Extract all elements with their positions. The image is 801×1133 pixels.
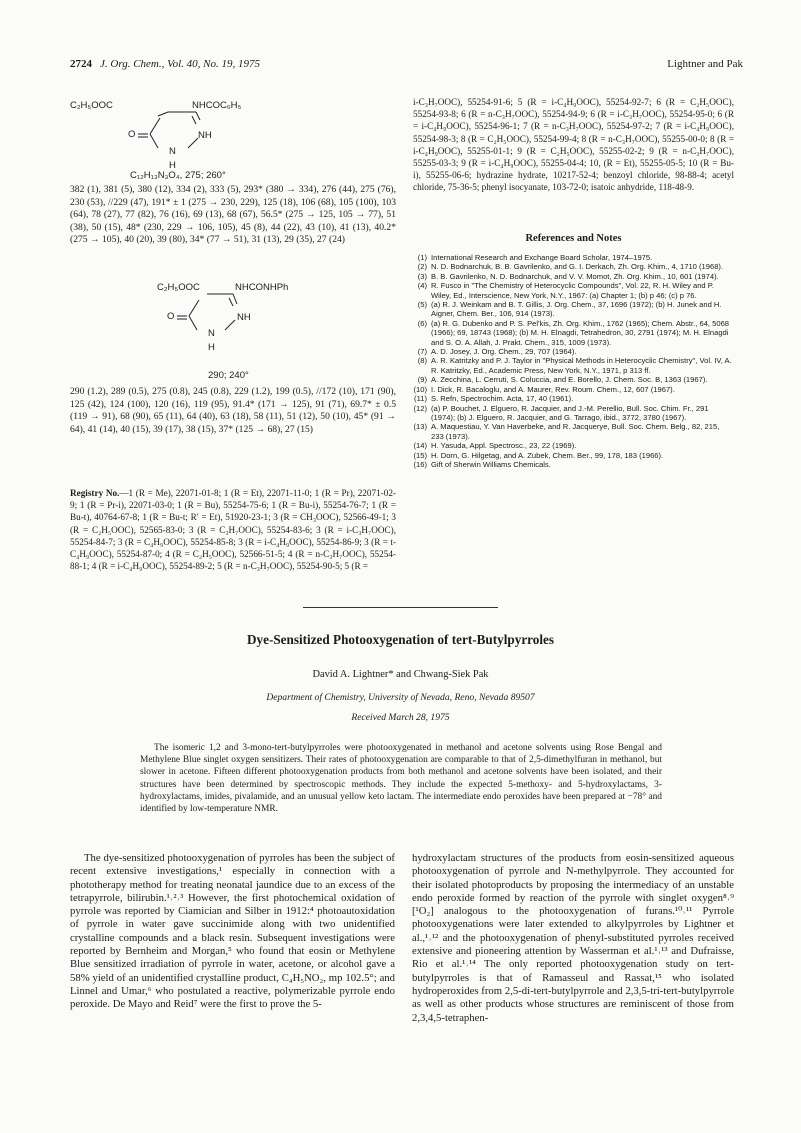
chemical-structure-2 bbox=[157, 280, 357, 364]
article-title: Dye-Sensitized Photooxygenation of tert-Butylpyrroles bbox=[246, 632, 555, 647]
reference-text: International Research and Exchange Board Scholar, 1974–1975. bbox=[431, 253, 653, 262]
reference-text: H. Yasuda, Appl. Spectrosc., 23, 22 (1969). bbox=[431, 441, 577, 451]
reference-number: (16) bbox=[413, 459, 427, 469]
article-affiliation: Department of Chemistry, University of Nevada, Reno, Nevada 89507 bbox=[266, 692, 535, 703]
reference-number: (6) bbox=[417, 318, 427, 328]
reference-number: (11) bbox=[414, 394, 427, 404]
structure-2-formula: 290; 240° bbox=[208, 370, 249, 381]
ester-group-label: C₂H₅OOC bbox=[70, 100, 113, 111]
reference-number: (4) bbox=[417, 281, 427, 291]
reference-number: (14) bbox=[413, 441, 427, 451]
reference-text: Gift of Sherwin Williams Chemicals. bbox=[431, 459, 551, 469]
section-divider bbox=[303, 607, 498, 608]
running-head-authors: Lightner and Pak bbox=[667, 58, 743, 70]
reference-text: I. Dick, R. Bacaloglu, and A. Maurer, Rev. Roum. Chem., 12, 607 (1967). bbox=[431, 384, 675, 394]
reference-number: (5) bbox=[417, 300, 427, 310]
page-number: 2724 bbox=[70, 58, 92, 70]
oxo-label: O bbox=[128, 129, 136, 140]
ring-nh-label: NH bbox=[237, 312, 251, 323]
reference-item bbox=[413, 385, 734, 394]
oxo-label: O bbox=[167, 311, 175, 322]
reference-item bbox=[413, 262, 734, 271]
ring-nh-label: NH bbox=[198, 130, 212, 141]
reference-item bbox=[413, 356, 734, 375]
reference-item bbox=[413, 422, 734, 441]
ring-n-label: N bbox=[208, 328, 215, 339]
registry-numbers bbox=[70, 487, 396, 572]
amide-group-label: NHCOC₆H₅ bbox=[192, 100, 242, 111]
ring-h-label: H bbox=[169, 160, 176, 171]
reference-item bbox=[413, 451, 734, 460]
reference-item bbox=[413, 347, 734, 356]
registry-text: —1 (R = Me), 22071-01-8; 1 (R = Et), 22071-11-0; 1 (R = Pr), 22071-02-9; 1 (R = Pr-i), 22071-03-0; 1 (R = Bu), 55254-75-6; 1 (R = Bu-i), 55254-76-7; 1 (R = Bu-t), 40764-67-8; 1 (R = Bu-t; R′ = Et), 51920-23-1; 3 (R = CH₃OOC), 52566-49-1; 3 (R = C₂H₅OOC), 52565-83-0; 3 (R = C₃H₇OOC), 55254-83-6; 3 (R = i-C₃H₇OOC), 55254-84-7; 3 (R = C₄H₉OOC), 55254-85-8; 3 (R = i-C₄H₉OOC), 55254-86-9; 3 (R = t-C₄H₉OOC), 55254-87-0; 4 (R = C₂H₅OOC), 52566-51-5; 4 (R = n-C₃H₇OOC), 55254-88-1; 4 (R = i-C₄H₉OOC), 55254-89-2; 5 (R = n-C₃H₇OOC), 55254-90-5; 5 (R = bbox=[70, 488, 396, 572]
journal-citation: J. Org. Chem., Vol. 40, No. 19, 1975 bbox=[100, 58, 261, 70]
body-text-left-column: The dye-sensitized photooxygenation of pyrroles has been the subject of recent extensive investigations,¹ especially in connection with a phototherapy method for treating neonatal jaundice due to an excess of the tetrapyrrole, bilirubin.¹˒²˒³ However, the first photochemical oxidation of pyrrole was reported by Ciamician and Silber in 1912:⁴ photoautoxidation of pyrrole in water gave succinimide along with two unidentified crystalline compounds and a black resin. Subsequent investigations were reported by Bernheim and Morgan,⁵ who found that eosin or Methylene Blue sensitized irradiation of pyrrole in water, acetone, or alcohol gave a 58% yield of an unidentified crystalline product, C₄H₅NO₂, mp 102.5°; and Linnel and Umar,⁶ who postulated a reactive, polymerizable pyrrole endo peroxide. De Mayo and Reid⁷ were the first to prove the 5- bbox=[70, 852, 395, 1011]
reference-number: (8) bbox=[417, 356, 427, 366]
reference-number: (9) bbox=[417, 375, 427, 385]
reference-number: (2) bbox=[417, 262, 427, 272]
urea-group-label: NHCONHPh bbox=[235, 282, 289, 293]
reference-item bbox=[413, 460, 734, 469]
reference-item bbox=[413, 375, 734, 384]
reference-number: (12) bbox=[413, 403, 427, 413]
ring-h-label: H bbox=[208, 342, 215, 353]
reference-text: S. Refn, Spectrochim. Acta, 17, 40 (1961). bbox=[431, 394, 574, 404]
reference-text: (a) R. J. Weinkam and B. T. Gillis, J. Org. Chem., 37, 1696 (1972); (b) H. Junek and H. Aigner, Chem. Ber., 106, 914 (1973). bbox=[431, 300, 722, 319]
reference-text: H. Dorn, G. Hilgetag, and A. Zubek, Chem. Ber., 99, 178, 183 (1966). bbox=[431, 450, 664, 460]
article-abstract: The isomeric 1,2 and 3-mono-tert-butylpyrroles were photooxygenated in methanol and acetone solvents using Rose Bengal and Methylene Blue singlet oxygen sensitizers. Their rates of photooxygenation are comparable to that of 2,5-dimethylfuran in methanol, but slower in acetone. Fifteen different photooxygenation products from both methanol and acetone solvents have been isolated, and their structures have been determined by spectroscopic methods. They include the expected 5-methoxy- and 5-hydroxylactams, 3-hydroxylactams, imides, pivalamide, and an unusual yellow keto lactam. The intermediate endo peroxides have been prepared at −78° and identified by low-temperature NMR. bbox=[140, 743, 662, 815]
article-authors: David A. Lightner* and Chwang-Siek Pak bbox=[312, 669, 489, 680]
reference-text: A. Maquestiau, Y. Van Haverbeke, and R. Jacquerye, Bull. Soc. Chem. Belg., 82, 215, 233 (1973). bbox=[431, 422, 720, 441]
mass-spectrum-data-1: 382 (1), 381 (5), 380 (12), 334 (2), 333 (5), 293* (380 → 334), 276 (44), 275 (76), 230 (53), //229 (47), 191* ± 1 (275 → 230, 229), 125 (18), 106 (68), 105 (100), 103 (64), 78 (27), 77 (82), 76 (16), 69 (13), 68 (67), 56.5* (275 → 125, 105 → 77), 51 (38), 50 (15), 48* (230, 229 → 106, 105), 45 (8), 44 (22), 43 (10), 41 (13), 40.2* (275 → 105), 40 (20), 39 (80), 34* (77 → 51), 31 (13), 29 (35), 27 (24) bbox=[70, 184, 396, 246]
registry-label: Registry No. bbox=[70, 488, 120, 498]
reference-text: (a) R. G. Dubenko and P. S. Pel'kis, Zh. Org. Khim., 1762 (1965); Chem. Abstr., 64, 5068 (1966); 69, 18743 (1968); (b) M. H. Elnagdi, Tetrahedron, 30, 2791 (1974); M. H. Elnagdi and S. O. A. Allah, J. Prakt. Chem., 315, 1009 (1973). bbox=[431, 318, 730, 347]
reference-item bbox=[413, 404, 734, 423]
reference-item bbox=[413, 394, 734, 403]
reference-item bbox=[413, 253, 734, 262]
reference-number: (3) bbox=[417, 271, 427, 281]
received-date: Received March 28, 1975 bbox=[351, 712, 450, 723]
references-list bbox=[413, 253, 734, 469]
reference-item bbox=[413, 441, 734, 450]
registry-numbers-continued: i-C₃H₇OOC), 55254-91-6; 5 (R = i-C₄H₉OOC), 55254-92-7; 6 (R = C₂H₅OOC), 55254-93-8; 6 (R = n-C₃H₇OOC), 55254-94-9; 6 (R = i-C₃H₇OOC), 55254-95-0; 6 (R = i-C₄H₉OOC), 55254-96-1; 7 (R = n-C₃H₇OOC), 55254-97-2; 7 (R = i-C₄H₉OOC), 55254-98-3; 8 (R = C₂H₅OOC), 55254-99-4; 8 (R = n-C₃H₇OOC), 55255-00-0; 8 (R = i-C₄H₉OOC), 55255-01-1; 9 (R = C₂H₅OOC), 55255-02-2; 9 (R = n-C₃H₇OOC), 55255-03-3; 9 (R = i-C₄H₉OOC), 55255-04-4; 10, (R = Et), 55255-05-5; 10 (R = Bu-i), 55255-06-6; hydrazine hydrate, 10217-52-4; benzoyl chloride, 98-88-4; acetyl chloride, 75-36-5; phenyl isocyanate, 103-72-0; isatoic anhydride, 118-48-9. bbox=[413, 97, 734, 193]
reference-number: (1) bbox=[417, 253, 427, 262]
reference-text: A. Zecchina, L. Cerruti, S. Coluccia, and E. Borello, J. Chem. Soc. B, 1363 (1967). bbox=[431, 375, 708, 385]
reference-item bbox=[413, 319, 734, 347]
reference-item bbox=[413, 300, 734, 319]
mass-spectrum-data-2: 290 (1.2), 289 (0.5), 275 (0.8), 245 (0.8), 229 (1.2), 199 (0.5), //172 (10), 171 (90), 125 (42), 124 (100), 120 (16), 119 (95), 91.4* (171 → 125), 91 (71), 69.7* ± 0.5 (119 → 91), 68 (90), 65 (11), 64 (40), 63 (18), 58 (11), 51 (12), 50 (10), 45* (91 → 64), 41 (14), 40 (15), 39 (17), 38 (15), 37* (125 → 68), 27 (15) bbox=[70, 386, 396, 435]
page-header-left bbox=[70, 58, 260, 70]
reference-number: (15) bbox=[413, 450, 427, 460]
structure-1-formula: C₁₂H₁₃N₃O₄, 275; 260° bbox=[130, 170, 226, 181]
reference-text: (a) P. Bouchet, J. Elguero, R. Jacquier, and J.-M. Perellio, Bull. Soc. Chim. Fr., 291 (1974); (b) J. Elguero, R. Jacquier, and G. Tarrago, ibid., 3772, 3780 (1967). bbox=[431, 403, 709, 422]
chemical-structure-1 bbox=[70, 96, 310, 176]
ring-n-label: N bbox=[169, 146, 176, 157]
reference-item bbox=[413, 281, 734, 300]
reference-number: (10) bbox=[413, 384, 427, 394]
reference-text: B. B. Gavrilenko, N. D. Bodnarchuk, and V. V. Momot, Zh. Org. Khim., 10, 601 (1974). bbox=[431, 271, 719, 281]
reference-number: (7) bbox=[417, 347, 427, 357]
reference-text: N. D. Bodnarchuk, B. B. Gavrilenko, and G. I. Derkach, Zh. Org. Khim., 4, 1710 (1968). bbox=[431, 262, 724, 272]
reference-text: R. Fusco in "The Chemistry of Heterocyclic Compounds", Vol. 22, R. H. Wiley and P. Wiley, Ed., Interscience, New York, N.Y., 1967: (a) Chapter 1; (b) p 46; (c) p 76. bbox=[431, 281, 714, 300]
body-text-right-column: hydroxylactam structures of the products from eosin-sensitized aqueous photooxygenation of pyrrole and N-methylpyrrole. They accounted for their isolated photoproducts by proposing the intermediacy of an unstable endo peroxide formed by reaction of the pyrrole with singlet oxygen⁸˒⁹ [¹O₂] analogous to the photooxygenation of furans.¹⁰˒¹¹ Pyrrole photooxygenations were later extended to alkylpyrroles by Lightner et al.,¹˒¹² and the photooxygenation of phenyl-substituted pyrroles received extensive and pioneering attention by Wasserman et al.¹˒¹³ and Dufraisse, Rio et al.¹˒¹⁴ The only reported photooxygenation study on tert-butylpyrroles is that of Ramasseul and Rassat,¹⁵ who isolated hydroperoxides from 2,5-di-tert-butylpyrrole and 2,3,5-tri-tert-butylpyrrole as well as other products whose structures are reminiscent of those from 2,3,4,5-tetraphen- bbox=[412, 852, 734, 1024]
references-heading: References and Notes bbox=[525, 233, 622, 244]
reference-number: (13) bbox=[413, 422, 427, 432]
reference-text: A. D. Josey, J. Org. Chem., 29, 707 (1964). bbox=[431, 347, 577, 357]
reference-item bbox=[413, 272, 734, 281]
ester-group-label: C₂H₅OOC bbox=[157, 282, 200, 293]
reference-text: A. R. Katritzky and P. J. Taylor in "Physical Methods in Heterocyclic Chemistry", Vol. IV, A. R. Katritzky, Ed., Academic Press, New York, N.Y., 1971, p 313 ff. bbox=[431, 356, 732, 375]
